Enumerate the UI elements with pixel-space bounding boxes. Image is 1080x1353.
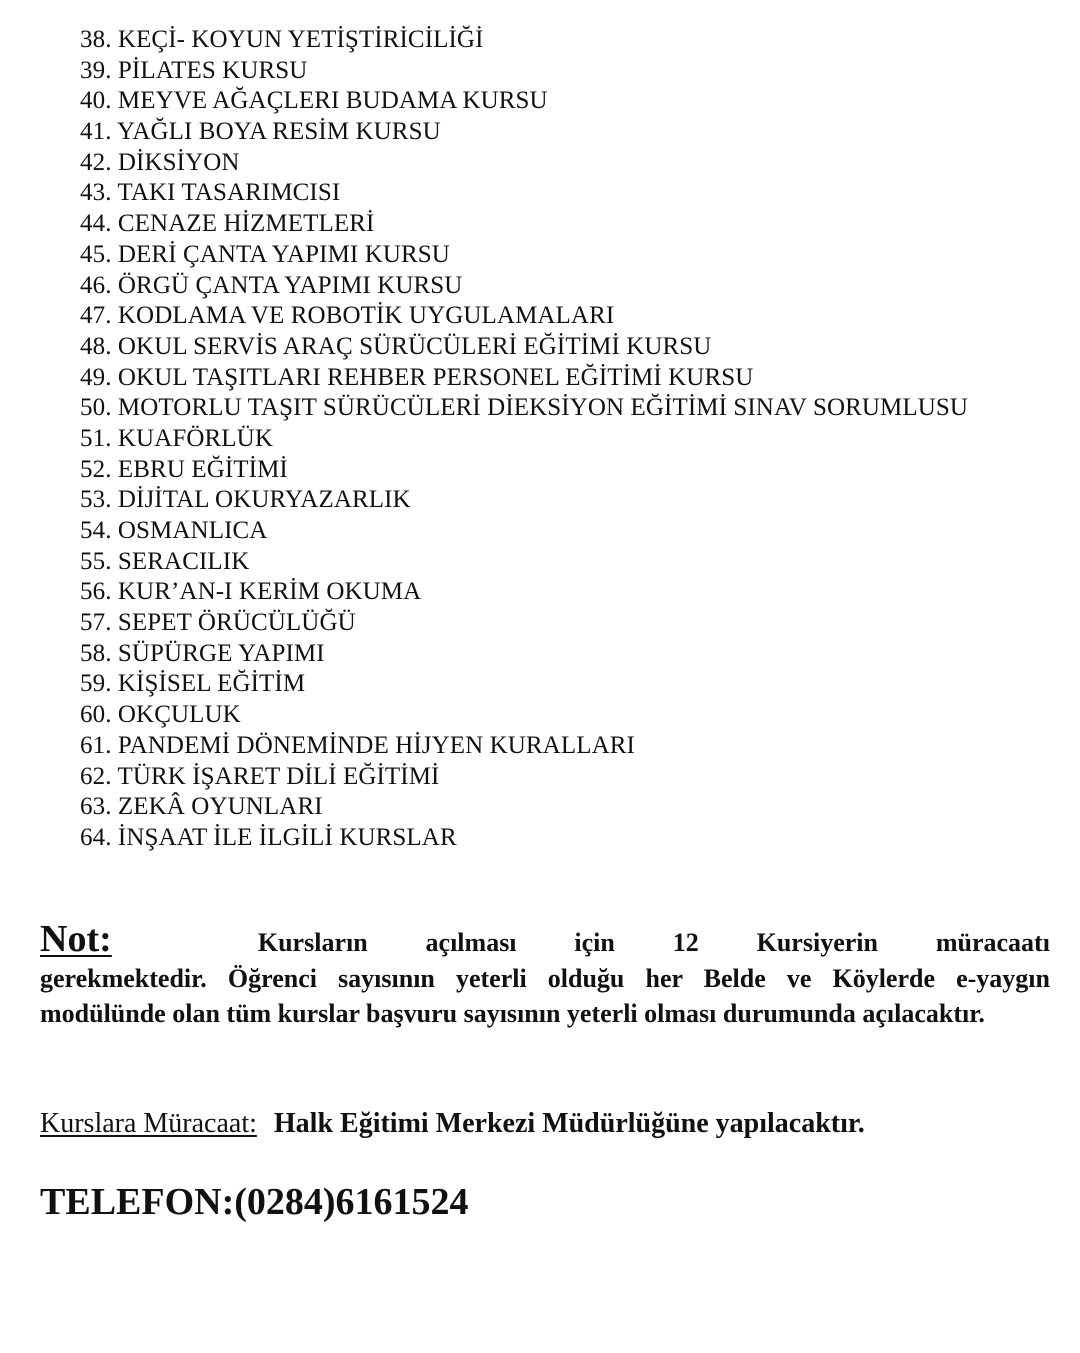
application-line xyxy=(40,1108,865,1140)
course-item: 45. DERİ ÇANTA YAPIMI KURSU xyxy=(80,240,450,268)
course-item: 50. MOTORLU TAŞIT SÜRÜCÜLERİ DİEKSİYON EĞİTİMİ SINAV SORUMLUSU xyxy=(80,394,969,422)
course-item: 56. KUR’AN-I KERİM OKUMA xyxy=(80,578,422,606)
course-item: 38. KEÇİ- KOYUN YETİŞTİRİCİLİĞİ xyxy=(80,26,484,53)
course-item: 51. KUAFÖRLÜK xyxy=(80,424,273,452)
course-item: 64. İNŞAAT İLE İLGİLİ KURSLAR xyxy=(80,823,457,851)
course-item: 42. DİKSİYON xyxy=(80,148,240,176)
course-item: 60. OKÇULUK xyxy=(80,701,241,729)
course-item: 58. SÜPÜRGE YAPIMI xyxy=(80,639,325,667)
note-paragraph xyxy=(40,918,1050,1032)
note-body: gerekmektedir. Öğrenci sayısının yeterli olduğu her Belde ve Köylerde e-yaygın modülünde olan tüm kurslar başvuru sayısının yeterli olması durumunda açılacaktır. xyxy=(40,963,1050,1028)
course-item: 49. OKUL TAŞITLARI REHBER PERSONEL EĞİTİMİ KURSU xyxy=(80,363,754,391)
course-list xyxy=(80,25,968,854)
course-item: 52. EBRU EĞİTİMİ xyxy=(80,455,288,483)
note-word: Kursiyerin xyxy=(756,928,878,957)
note-word: Kursların xyxy=(257,928,368,957)
note-label: Not: xyxy=(40,918,112,960)
course-item: 47. KODLAMA VE ROBOTİK UYGULAMALARI xyxy=(80,302,615,330)
course-item: 59. KİŞİSEL EĞİTİM xyxy=(80,670,306,698)
course-item: 54. OSMANLICA xyxy=(80,517,268,544)
course-item: 43. TAKI TASARIMCISI xyxy=(80,179,341,207)
course-item: 44. CENAZE HİZMETLERİ xyxy=(80,210,375,238)
note-word: 12 xyxy=(672,928,699,957)
course-item: 55. SERACILIK xyxy=(80,547,250,575)
note-word: açılması xyxy=(425,928,517,957)
application-text: Halk Eğitimi Merkezi Müdürlüğüne yapılacaktır. xyxy=(273,1108,865,1139)
course-item: 48. OKUL SERVİS ARAÇ SÜRÜCÜLERİ EĞİTİMİ KURSU xyxy=(80,332,712,360)
course-item: 46. ÖRGÜ ÇANTA YAPIMI KURSU xyxy=(80,271,463,299)
course-item: 57. SEPET ÖRÜCÜLÜĞÜ xyxy=(80,609,356,637)
course-item: 41. YAĞLI BOYA RESİM KURSU xyxy=(80,118,441,146)
note-word: müracaatı xyxy=(935,928,1050,957)
course-item: 61. PANDEMİ DÖNEMİNDE HİJYEN KURALLARI xyxy=(80,731,635,759)
course-item: 40. MEYVE AĞAÇLERI BUDAMA KURSU xyxy=(80,87,548,115)
course-item: 39. PİLATES KURSU xyxy=(80,56,308,84)
note-word: için xyxy=(574,928,615,957)
course-item: 53. DİJİTAL OKURYAZARLIK xyxy=(80,486,411,514)
course-item: 63. ZEKÂ OYUNLARI xyxy=(80,793,323,821)
note-first-line xyxy=(40,918,1050,961)
course-item: 62. TÜRK İŞARET DİLİ EĞİTİMİ xyxy=(80,762,440,790)
phone-number: TELEFON:(0284)6161524 xyxy=(40,1181,469,1223)
application-label: Kurslara Müracaat: xyxy=(40,1108,257,1139)
